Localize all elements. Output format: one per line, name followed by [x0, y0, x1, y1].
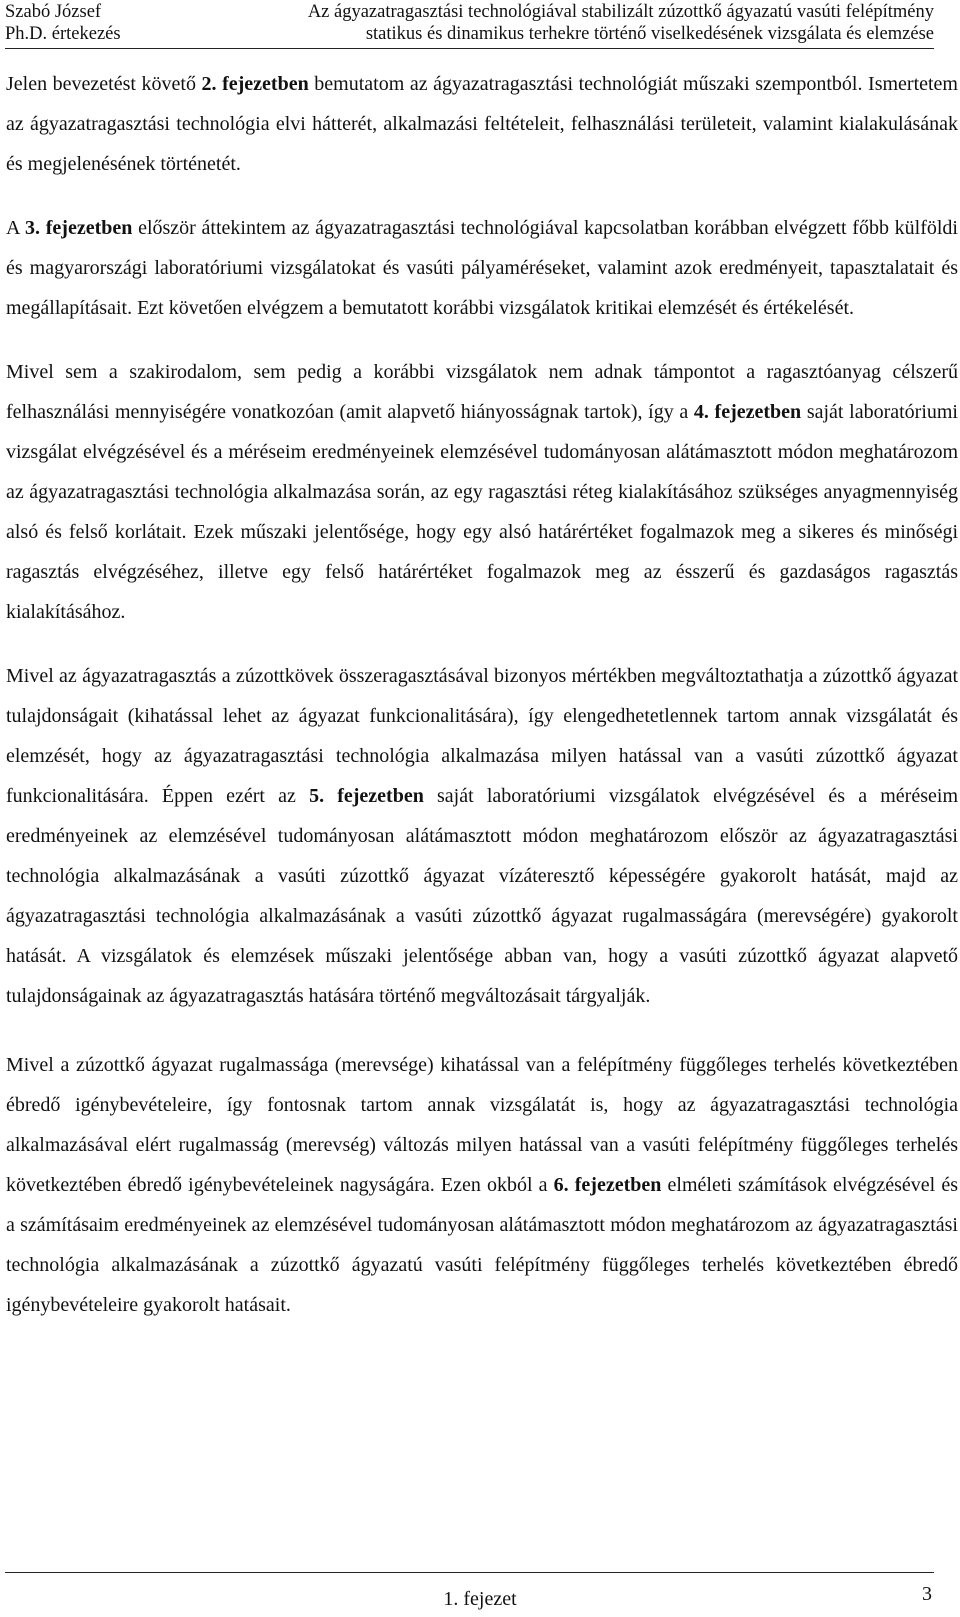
header-degree: Ph.D. értekezés — [5, 24, 121, 44]
paragraph-text: Mivel a zúzottkő ágyazat rugalmassága (merevsége) kihatással van a felépítmény függőleges terhelés következtében ébredő igénybevételeire, így fontosnak tartom annak vizsgálatát is, hogy az ágyazatragasztási technológia alkalmazásával elért rugalmasság (merevség) változás milyen hatással van a vasúti felépítmény függőleges terhelés következtében ébredő igénybevételeinek nagyságára. Ezen okból a — [6, 1054, 958, 1196]
chapter-reference: 2. fejezetben — [201, 73, 309, 95]
paragraph-chapter-5 — [6, 656, 958, 1016]
paragraph-chapter-3 — [6, 208, 958, 328]
chapter-reference: 5. fejezetben — [309, 785, 424, 807]
paragraph-text: saját laboratóriumi vizsgálatok elvégzésével és a méréseim eredményeinek az elemzésével tudományosan alátámasztott módon meghatározom először az ágyazatragasztási technológia alkalmazásának a vasúti zúzottkő ágyazat vízáteresztő képességére gyakorolt hatását, majd az ágyazatragasztási technológia alkalmazásának a vasúti zúzottkő ágyazat rugalmasságára (merevségére) gyakorolt hatását. A vizsgálatok és elemzések műszaki jelentősége abban van, hogy a vasúti zúzottkő ágyazat alapvető tulajdonságainak az ágyazatragasztás hatására történő megváltozásait tárgyalják. — [6, 785, 958, 1007]
paragraph-chapter-6 — [6, 1045, 958, 1325]
paragraph-chapter-2 — [6, 64, 958, 184]
chapter-reference: 6. fejezetben — [553, 1174, 662, 1196]
paragraph-text: elméleti számítások elvégzésével és a számításaim eredményeinek az elemzésével tudományosan alátámasztott módon meghatározom az ágyazatragasztási technológia alkalmazásának a zúzottkő ágyazatú vasúti felépítmény függőleges terhelés következtében ébredő igénybevételeire gyakorolt hatásait. — [6, 1174, 958, 1316]
paragraph-text: először áttekintem az ágyazatragasztási technológiával kapcsolatban korábban elvégzett főbb külföldi és magyarországi laboratóriumi vizsgálatokat és vasúti pályaméréseket, valamint azok eredményeit, tapasztalatait és megállapításait. Ezt követően elvégzem a bemutatott korábbi vizsgálatok kritikai elemzését és értékelését. — [6, 217, 958, 319]
paragraph-text: Mivel az ágyazatragasztás a zúzottkövek összeragasztásával bizonyos mértékben megváltoztathatja a zúzottkő ágyazat tulajdonságait (kihatással lehet az ágyazat funkcionalitására), így elengedhetetlennek tartom annak vizsgálatát és elemzését, hogy az ágyazatragasztási technológia alkalmazása milyen hatással van a vasúti zúzottkő ágyazat funkcionalitására. Éppen ezért az — [6, 665, 958, 807]
paragraph-text: A — [6, 217, 26, 239]
paragraph-text: Mivel sem a szakirodalom, sem pedig a korábbi vizsgálatok nem adnak támpontot a ragasztóanyag célszerű felhasználási mennyiségére vonatkozóan (amit alapvető hiányosságnak tartok), így a — [6, 361, 958, 423]
footer-chapter-label: 1. fejezet — [443, 1588, 517, 1610]
header-title-line-1: Az ágyazatragasztási technológiával stabilizált zúzottkő ágyazatú vasúti felépítmény — [307, 2, 934, 22]
page-number: 3 — [922, 1583, 932, 1605]
header-row-2 — [5, 23, 934, 45]
paragraph-text: Jelen bevezetést követő — [6, 73, 202, 95]
footer-divider — [5, 1572, 934, 1573]
header-title-line-2: statikus és dinamikus terhekre történő viselkedésének vizsgálata és elemzése — [365, 24, 934, 44]
header-row-1 — [5, 1, 934, 23]
paragraph-text: bemutatom az ágyazatragasztási technológiát műszaki szempontból. Ismertetem az ágyazatragasztási technológia elvi hátterét, alkalmazási feltételeit, felhasználási területeit, valamint kialakulásának és megjelenésének történetét. — [6, 73, 958, 175]
paragraph-chapter-4 — [6, 352, 958, 632]
document-body — [6, 64, 958, 1359]
chapter-reference: 3. fejezetben — [25, 217, 133, 239]
chapter-reference: 4. fejezetben — [693, 401, 802, 423]
page-header — [5, 0, 934, 49]
paragraph-text: saját laboratóriumi vizsgálat elvégzésével és a méréseim eredményeinek elemzésével tudományosan alátámasztott módon meghatározom az ágyazatragasztási technológia alkalmazása során, az egy ragasztási réteg kialakításához szükséges anyagmennyiség alsó és felső korlátait. Ezek műszaki jelentősége, hogy egy alsó határértéket fogalmazok meg a sikeres és minőségi ragasztás elvégzéséhez, illetve egy felső határértéket fogalmazok meg az ésszerű és gazdaságos ragasztás kialakításához. — [6, 401, 958, 623]
header-author: Szabó József — [5, 2, 102, 22]
